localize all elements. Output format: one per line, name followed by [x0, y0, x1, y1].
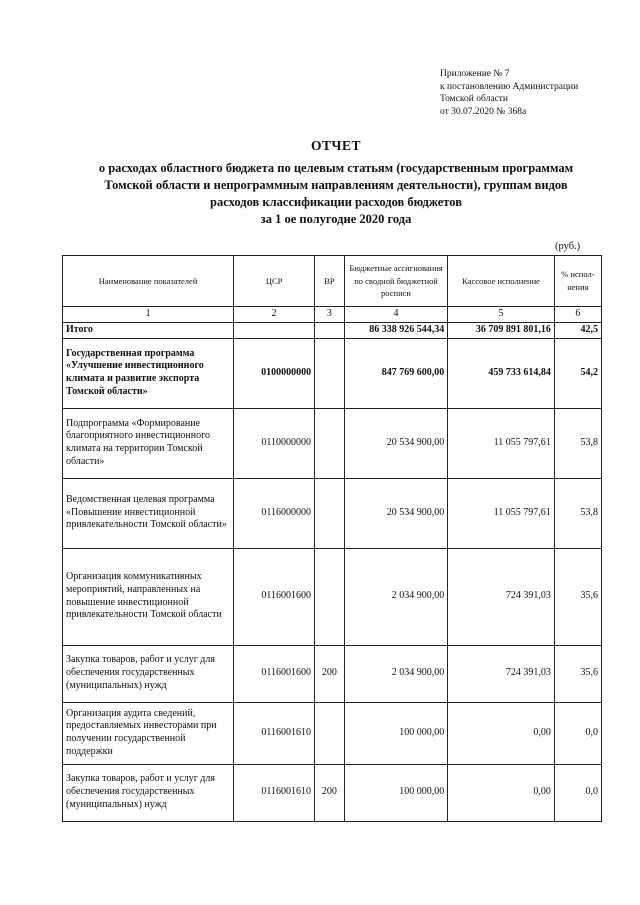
- row-vr: [315, 338, 345, 408]
- row-csr: 0116000000: [234, 478, 315, 548]
- table-row: [63, 764, 602, 821]
- appendix-line: Приложение № 7: [440, 69, 510, 79]
- row-vr: 200: [315, 764, 345, 821]
- header-cash: Кассовое исполнение: [448, 256, 555, 307]
- appendix-line: к постановлению Администрации: [440, 81, 579, 92]
- table-row: [63, 645, 602, 702]
- row-name: Подпрограмма «Формирование благоприятного инвестиционного климата на территории Томской области»: [63, 408, 234, 478]
- column-number: 5: [448, 307, 555, 323]
- column-number: 4: [344, 307, 447, 323]
- row-cash: 11 055 797,61: [448, 478, 555, 548]
- row-budget: 2 034 900,00: [344, 645, 447, 702]
- row-pct: 53,8: [554, 408, 601, 478]
- header-vr: ВР: [315, 256, 345, 307]
- row-vr: [315, 408, 345, 478]
- table-row: [63, 408, 602, 478]
- row-cash: 11 055 797,61: [448, 408, 555, 478]
- row-csr: 0116001610: [234, 702, 315, 764]
- header-csr: ЦСР: [234, 256, 315, 307]
- row-name: Организация аудита сведений, предоставляемых инвесторами при получении государственной поддержки: [63, 702, 234, 764]
- row-csr: 0116001600: [234, 645, 315, 702]
- row-budget: 2 034 900,00: [344, 548, 447, 645]
- appendix-line: от 30.07.2020 № 368а: [440, 106, 527, 117]
- appendix-note: [440, 68, 578, 118]
- row-vr: [315, 322, 345, 338]
- table-row: [63, 338, 602, 408]
- table-header-row: [63, 256, 602, 307]
- table-row: [63, 702, 602, 764]
- row-csr: 0100000000: [234, 338, 315, 408]
- row-pct: 0,0: [554, 764, 601, 821]
- row-name: Закупка товаров, работ и услуг для обеспечения государственных (муниципальных) нужд: [63, 645, 234, 702]
- title-line: о расходах областного бюджета по целевым статьям (государственным программам: [98, 161, 574, 175]
- table-row: [63, 548, 602, 645]
- row-cash: 36 709 891 801,16: [448, 322, 555, 338]
- row-name: Государственная программа «Улучшение инвестиционного климата и развитие экспорта Томской области»: [63, 338, 234, 408]
- row-csr: 0116001610: [234, 764, 315, 821]
- row-budget: 847 769 600,00: [344, 338, 447, 408]
- row-budget: 20 534 900,00: [344, 478, 447, 548]
- row-budget: 100 000,00: [344, 702, 447, 764]
- table-row: [63, 322, 602, 338]
- row-cash: 0,00: [448, 702, 555, 764]
- row-budget: 86 338 926 544,34: [344, 322, 447, 338]
- title-line: расходов классификации расходов бюджетов: [210, 195, 462, 209]
- table-row: [63, 478, 602, 548]
- row-name: Закупка товаров, работ и услуг для обеспечения государственных (муниципальных) нужд: [63, 764, 234, 821]
- row-pct: 35,6: [554, 548, 601, 645]
- row-pct: 42,5: [554, 322, 601, 338]
- header-name: Наименование показателей: [63, 256, 234, 307]
- row-cash: 724 391,03: [448, 645, 555, 702]
- header-budget: Бюджетные ассигнования по сводной бюджетной росписи: [344, 256, 447, 307]
- column-number: 3: [315, 307, 345, 323]
- row-csr: 0116001600: [234, 548, 315, 645]
- row-cash: 724 391,03: [448, 548, 555, 645]
- row-pct: 53,8: [554, 478, 601, 548]
- report-table: [62, 255, 602, 822]
- row-csr: [234, 322, 315, 338]
- row-vr: [315, 548, 345, 645]
- row-cash: 0,00: [448, 764, 555, 821]
- row-budget: 20 534 900,00: [344, 408, 447, 478]
- row-name: Организация коммуникативных мероприятий, направленных на повышение инвестиционной привлекательности Томской области: [63, 548, 234, 645]
- row-vr: 200: [315, 645, 345, 702]
- row-vr: [315, 702, 345, 764]
- row-name: Итого: [63, 322, 234, 338]
- column-number: 6: [554, 307, 601, 323]
- title-line: за 1 ое полугодие 2020 года: [260, 212, 412, 226]
- row-pct: 0,0: [554, 702, 601, 764]
- title-main: ОТЧЕТ: [311, 138, 361, 153]
- header-pct: % испол-нения: [554, 256, 601, 307]
- row-pct: 35,6: [554, 645, 601, 702]
- row-csr: 0110000000: [234, 408, 315, 478]
- column-number: 1: [63, 307, 234, 323]
- row-budget: 100 000,00: [344, 764, 447, 821]
- column-number: 2: [234, 307, 315, 323]
- row-pct: 54,2: [554, 338, 601, 408]
- row-vr: [315, 478, 345, 548]
- column-number-row: [63, 307, 602, 323]
- row-cash: 459 733 614,84: [448, 338, 555, 408]
- title-line: Томской области и непрограммным направлениям деятельности), группам видов: [104, 178, 568, 192]
- report-title: [40, 138, 632, 228]
- appendix-line: Томской области: [440, 94, 508, 104]
- row-name: Ведомственная целевая программа «Повышение инвестиционной привлекательности Томской области»: [63, 478, 234, 548]
- unit-label: (руб.): [555, 241, 581, 252]
